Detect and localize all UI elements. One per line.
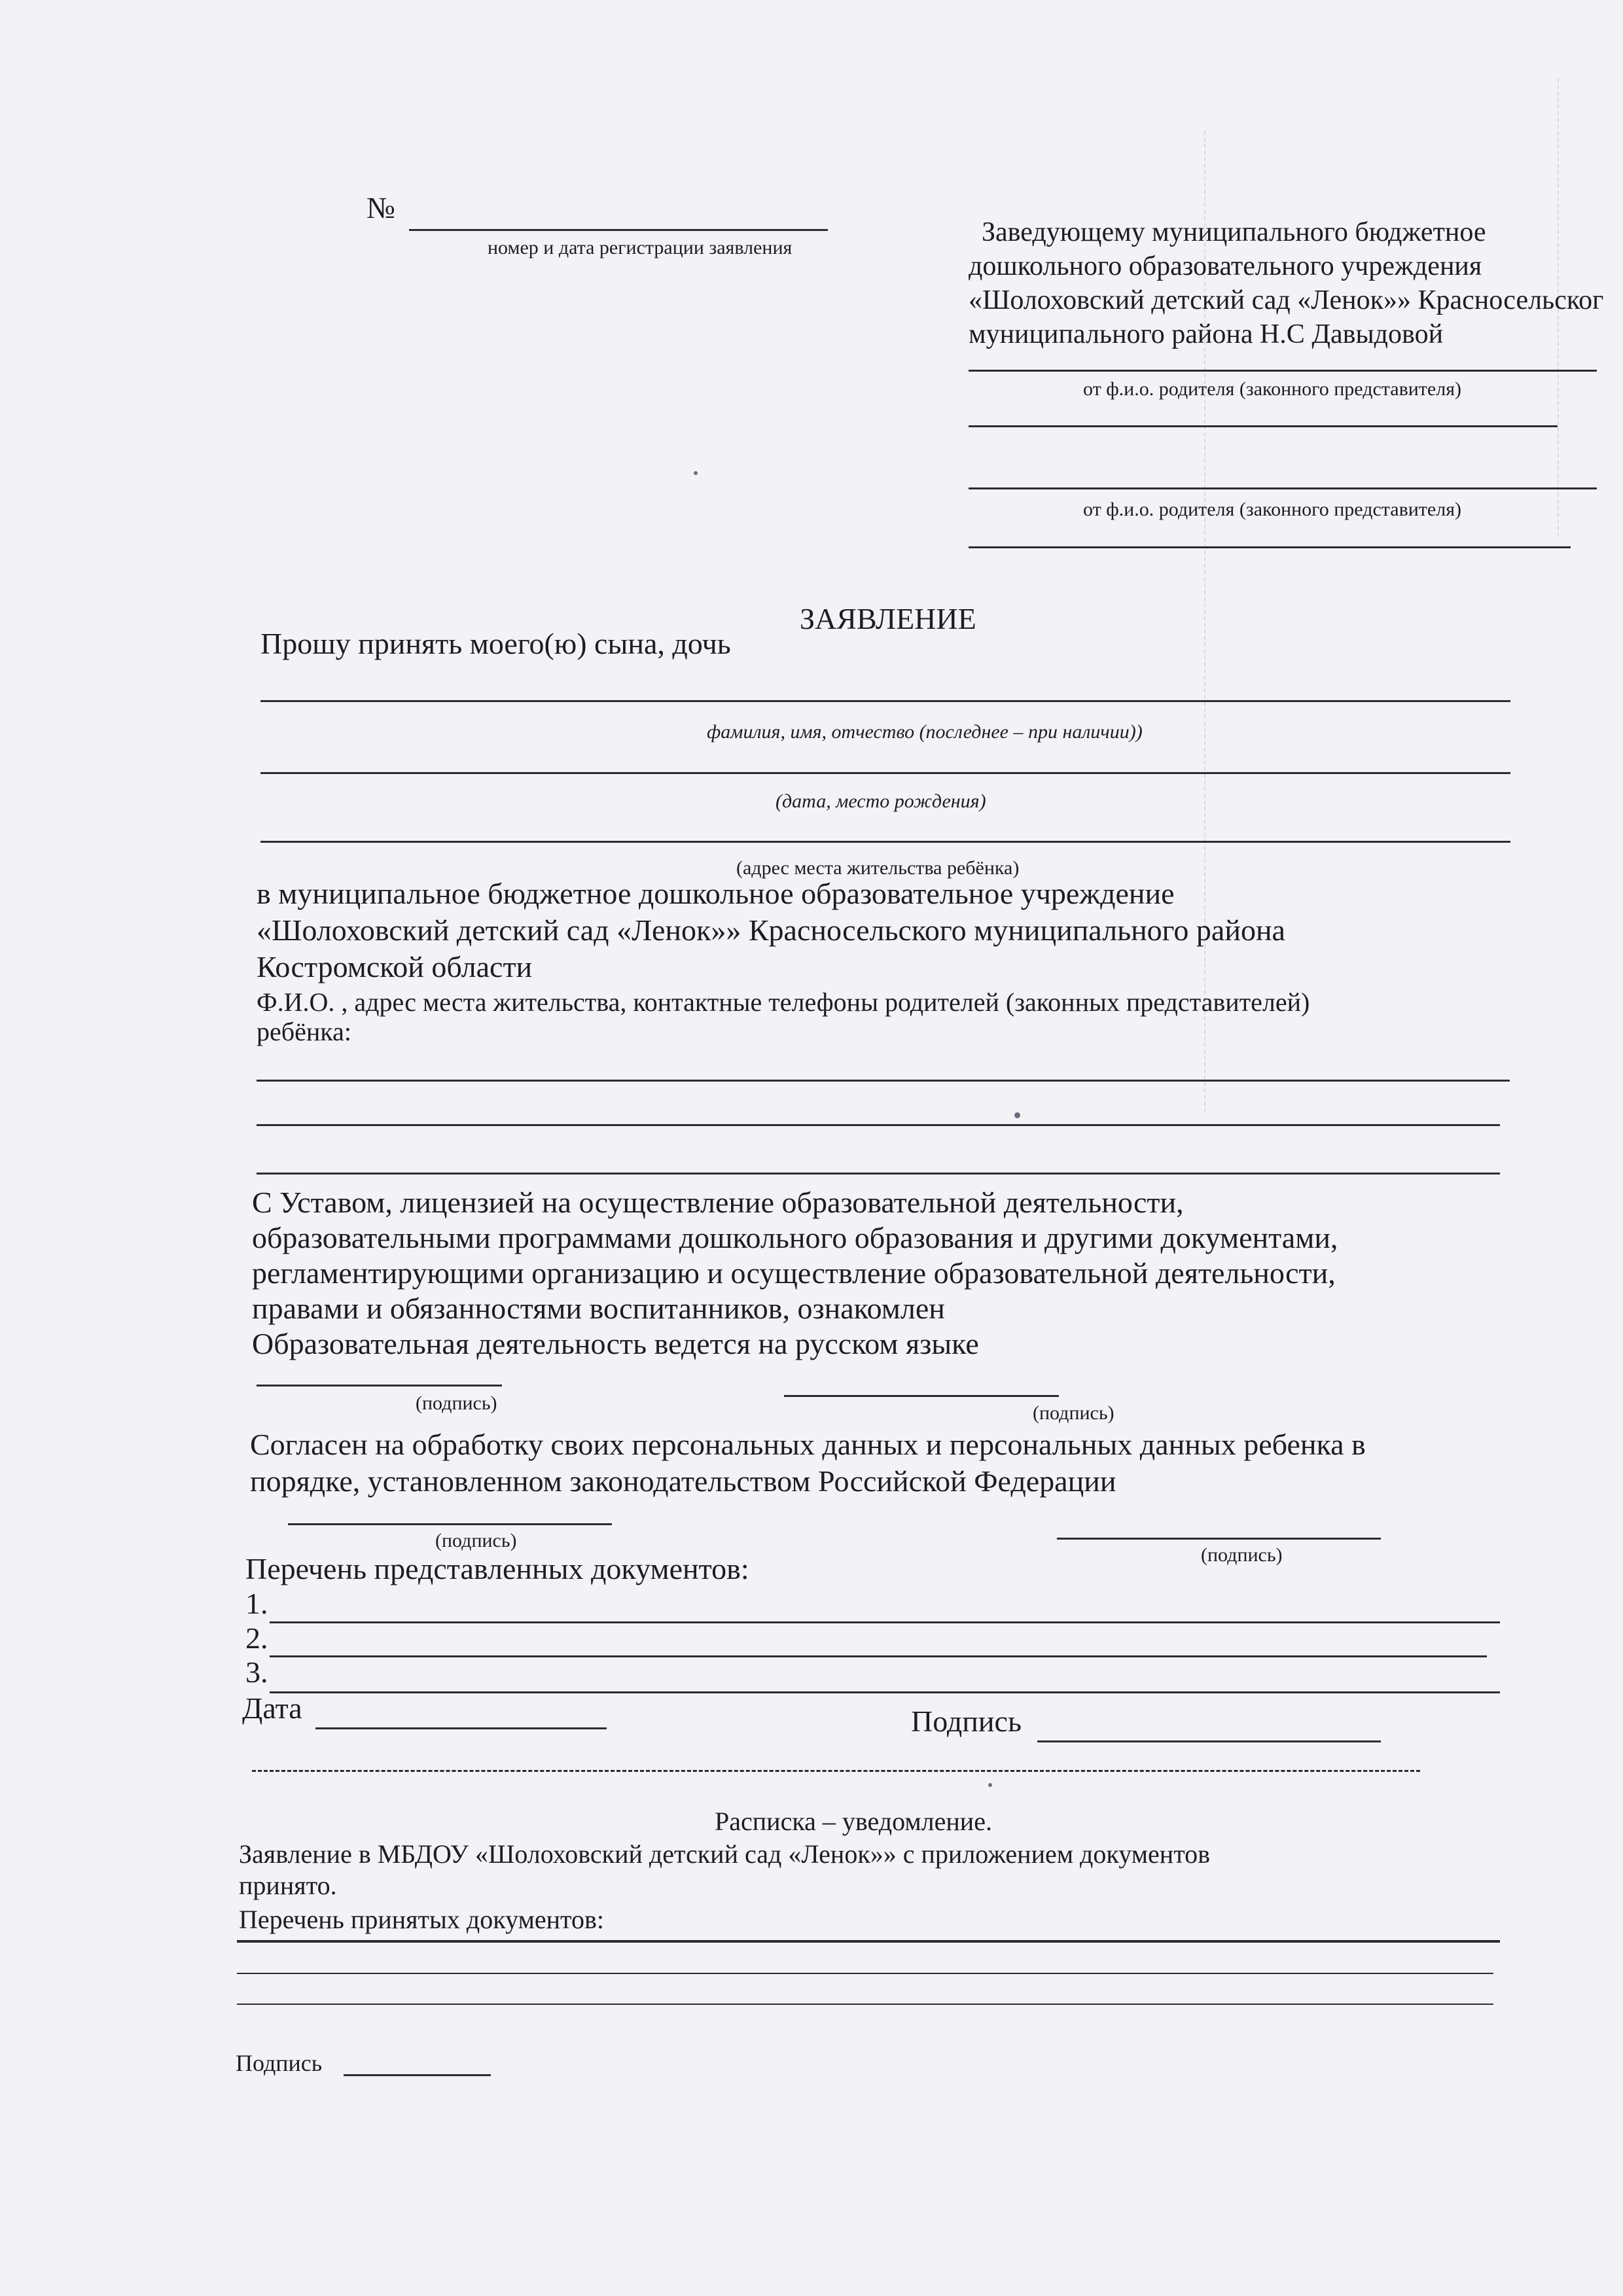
documents-item-3-number: 3. <box>245 1655 268 1689</box>
accepted-documents-field-3[interactable] <box>237 2004 1493 2005</box>
addressee-line-4: муниципального района Н.С Давыдовой <box>969 319 1444 349</box>
acquaintance-line-2: образовательными программами дошкольного образования и другими документами, <box>252 1221 1338 1254</box>
registration-number-sign: № <box>366 191 395 224</box>
registration-number-field[interactable] <box>409 229 828 231</box>
documents-list-title: Перечень представленных документов: <box>245 1552 749 1585</box>
parents-info-field-1[interactable] <box>257 1080 1510 1082</box>
acquaintance-line-1: С Уставом, лицензией на осуществление образовательной деятельности, <box>252 1186 1184 1219</box>
documents-item-1-number: 1. <box>245 1587 268 1620</box>
child-address-caption: (адрес места жительства ребёнка) <box>736 857 1020 879</box>
institution-line-3: Костромской области <box>257 950 533 983</box>
parent-caption-1: от ф.и.о. родителя (законного представителя) <box>1083 378 1461 400</box>
documents-item-2-field[interactable] <box>270 1655 1487 1657</box>
addressee-line-3: «Шолоховский детский сад «Ленок»» Красносельског <box>969 285 1604 315</box>
parents-info-field-2[interactable] <box>257 1124 1500 1126</box>
documents-item-3-field[interactable] <box>270 1691 1500 1693</box>
parent-caption-2: от ф.и.о. родителя (законного представителя) <box>1083 499 1461 520</box>
date-field[interactable] <box>315 1727 607 1729</box>
child-name-field[interactable] <box>260 700 1510 702</box>
scan-speck <box>694 471 698 475</box>
documents-item-2-number: 2. <box>245 1621 268 1655</box>
registration-caption: номер и дата регистрации заявления <box>488 237 793 258</box>
addressee-line-1: Заведующему муниципального бюджетное <box>982 217 1486 247</box>
receipt-title: Расписка – уведомление. <box>715 1807 992 1836</box>
consent-line-2: порядке, установленном законодательством Российской Федерации <box>250 1464 1116 1498</box>
consent-signature-caption-1: (подпись) <box>435 1530 517 1551</box>
parent-name-field-2b[interactable] <box>969 546 1571 548</box>
signature-label: Подпись <box>911 1704 1022 1738</box>
receipt-signature-label: Подпись <box>236 2050 323 2076</box>
parent-name-field-1[interactable] <box>969 370 1597 372</box>
consent-line-1: Согласен на обработку своих персональных данных и персональных данных ребенка в <box>250 1428 1366 1461</box>
consent-signature-caption-2: (подпись) <box>1201 1544 1283 1566</box>
acquaintance-signature-caption-2: (подпись) <box>1033 1402 1115 1424</box>
child-name-caption: фамилия, имя, отчество (последнее – при наличии)) <box>707 721 1143 743</box>
parents-info-field-3[interactable] <box>257 1173 1500 1174</box>
request-intro: Прошу принять моего(ю) сына, дочь <box>260 627 731 660</box>
receipt-signature-field[interactable] <box>344 2074 491 2076</box>
scan-speck <box>988 1783 992 1787</box>
scan-speck <box>1014 1112 1020 1118</box>
institution-line-1: в муниципальное бюджетное дошкольное образовательное учреждение <box>257 877 1175 910</box>
receipt-statement-line-2: принято. <box>239 1871 337 1900</box>
child-birth-caption: (дата, место рождения) <box>776 790 986 812</box>
documents-item-1-field[interactable] <box>270 1621 1500 1623</box>
accepted-documents-title: Перечень принятых документов: <box>239 1905 605 1934</box>
addressee-line-2: дошкольного образовательного учреждения <box>969 251 1482 281</box>
child-address-field[interactable] <box>260 841 1510 843</box>
signature-field[interactable] <box>1037 1740 1381 1742</box>
consent-signature-field-1[interactable] <box>288 1523 612 1525</box>
child-birth-field[interactable] <box>260 772 1510 774</box>
parents-info-label: Ф.И.О. , адрес места жительства, контактные телефоны родителей (законных представителей) <box>257 987 1310 1017</box>
consent-signature-field-2[interactable] <box>1057 1538 1381 1540</box>
cut-line <box>252 1770 1420 1772</box>
accepted-documents-field-1[interactable] <box>237 1940 1500 1943</box>
acquaintance-signature-field-2[interactable] <box>784 1395 1059 1397</box>
date-label: Дата <box>242 1691 302 1725</box>
language-statement: Образовательная деятельность ведется на русском языке <box>252 1327 979 1360</box>
acquaintance-line-4: правами и обязанностями воспитанников, ознакомлен <box>252 1292 945 1325</box>
receipt-statement-line-1: Заявление в МБДОУ «Шолоховский детский сад «Ленок»» с приложением документов <box>239 1839 1211 1869</box>
accepted-documents-field-2[interactable] <box>237 1973 1493 1974</box>
acquaintance-signature-field-1[interactable] <box>257 1385 502 1386</box>
parents-info-label-2: ребёнка: <box>257 1017 351 1046</box>
parent-name-field-1b[interactable] <box>969 425 1558 427</box>
page-title: ЗАЯВЛЕНИЕ <box>800 602 976 635</box>
acquaintance-line-3: регламентирующими организацию и осуществление образовательной деятельности, <box>252 1256 1336 1290</box>
parent-name-field-2[interactable] <box>969 487 1597 489</box>
acquaintance-signature-caption-1: (подпись) <box>416 1392 497 1414</box>
institution-line-2: «Шолоховский детский сад «Ленок»» Красносельского муниципального района <box>257 913 1285 947</box>
